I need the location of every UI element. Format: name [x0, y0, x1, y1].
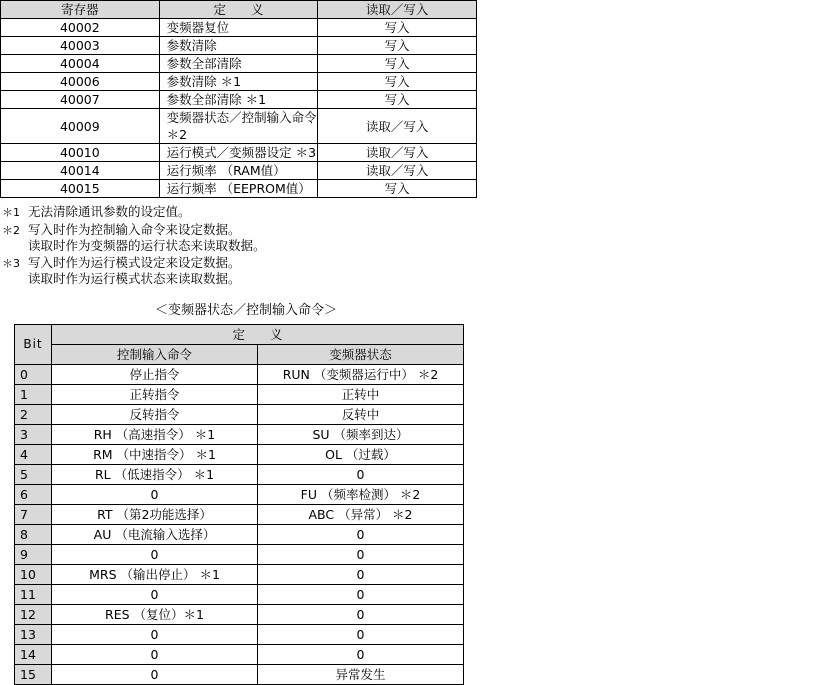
cell-command: RM （中速指令） ＊1 [52, 444, 258, 464]
column-header-bit [15, 324, 52, 364]
cell-command: 0 [52, 624, 258, 644]
table-row [15, 524, 464, 544]
table-row [1, 162, 477, 180]
table-row [1, 180, 477, 198]
cell-register: 40014 [1, 162, 160, 180]
footnote-text [28, 222, 819, 255]
table-row [1, 144, 477, 162]
cell-definition: 运行频率 （EEPROM值） [159, 180, 318, 198]
table-row [1, 37, 477, 55]
cell-definition: 参数清除 [159, 37, 318, 55]
footnotes [2, 204, 819, 288]
footnote-line: 写入时作为控制输入命令来设定数据。 [28, 221, 241, 237]
table-header-row [1, 1, 477, 19]
footnote-3 [2, 255, 819, 288]
cell-bit: 8 [15, 524, 52, 544]
cell-command: RH （高速指令） ＊1 [52, 424, 258, 444]
table-row [1, 19, 477, 37]
cell-command: AU （电流输入选择） [52, 524, 258, 544]
column-header-bit-label: Bit [23, 337, 43, 351]
column-header-definition: 定 义 [52, 324, 464, 344]
cell-readwrite: 读取／写入 [318, 144, 477, 162]
table-row [15, 484, 464, 504]
table-header-row-subcolumns [15, 344, 464, 364]
cell-readwrite: 写入 [318, 37, 477, 55]
cell-status: 0 [258, 464, 464, 484]
column-header-definition: 定 义 [159, 1, 318, 19]
cell-definition: 运行频率 （RAM值） [159, 162, 318, 180]
cell-register: 40007 [1, 91, 160, 109]
table-row [15, 584, 464, 604]
cell-command: RT （第2功能选择） [52, 504, 258, 524]
cell-register: 40009 [1, 109, 160, 144]
cell-command: 正转指令 [52, 384, 258, 404]
cell-bit: 12 [15, 604, 52, 624]
register-table [0, 0, 477, 198]
cell-status: FU （频率检测） ＊2 [258, 484, 464, 504]
cell-command: 0 [52, 484, 258, 504]
cell-bit: 4 [15, 444, 52, 464]
table-row [15, 664, 464, 684]
cell-register: 40003 [1, 37, 160, 55]
cell-definition: 变频器复位 [159, 19, 318, 37]
footnote-marker: ＊2 [2, 223, 20, 237]
table-row [15, 384, 464, 404]
cell-status: 0 [258, 544, 464, 564]
cell-command: 0 [52, 544, 258, 564]
footnote-text [28, 255, 819, 288]
cell-bit: 13 [15, 624, 52, 644]
table-row [1, 91, 477, 109]
cell-register: 40002 [1, 19, 160, 37]
cell-bit: 3 [15, 424, 52, 444]
table-row [15, 364, 464, 384]
table-row [15, 504, 464, 524]
column-header-control-command: 控制输入命令 [52, 344, 258, 364]
table-row [1, 109, 477, 144]
footnote-line: 读取时作为运行模式状态来读取数据。 [28, 271, 241, 286]
footnote-line: 无法清除通讯参数的设定值。 [28, 204, 191, 219]
cell-command: RL （低速指令） ＊1 [52, 464, 258, 484]
cell-status: 正转中 [258, 384, 464, 404]
footnote-line: 写入时作为运行模式设定来设定数据。 [28, 254, 241, 270]
cell-bit: 6 [15, 484, 52, 504]
cell-register: 40006 [1, 73, 160, 91]
footnote-marker: ＊3 [2, 256, 20, 270]
cell-command: 停止指令 [52, 364, 258, 384]
table-row [15, 544, 464, 564]
table-header-row-definition [15, 324, 464, 344]
cell-readwrite: 读取／写入 [318, 162, 477, 180]
cell-bit: 0 [15, 364, 52, 384]
cell-status: 0 [258, 644, 464, 664]
cell-bit: 11 [15, 584, 52, 604]
cell-definition: 变频器状态／控制输入命令 ＊2 [159, 109, 318, 144]
cell-status: ABC （异常） ＊2 [258, 504, 464, 524]
cell-bit: 9 [15, 544, 52, 564]
column-header-inverter-status: 变频器状态 [258, 344, 464, 364]
cell-readwrite: 写入 [318, 73, 477, 91]
register-table-body [1, 19, 477, 198]
cell-command: MRS （输出停止） ＊1 [52, 564, 258, 584]
cell-status: 0 [258, 624, 464, 644]
cell-status: 0 [258, 604, 464, 624]
cell-register: 40004 [1, 55, 160, 73]
cell-command: 0 [52, 644, 258, 664]
table-row [15, 564, 464, 584]
table-row [15, 464, 464, 484]
footnote-marker: ＊1 [2, 206, 20, 219]
table-row [15, 604, 464, 624]
cell-bit: 1 [15, 384, 52, 404]
bit-table-body [15, 364, 464, 684]
table-row [15, 444, 464, 464]
cell-status: SU （频率到达） [258, 424, 464, 444]
table-row [15, 644, 464, 664]
column-header-register: 寄存器 [1, 1, 160, 19]
cell-readwrite: 读取／写入 [318, 109, 477, 144]
cell-command: 反转指令 [52, 404, 258, 424]
cell-status: 异常发生 [258, 664, 464, 684]
cell-status: RUN （变频器运行中） ＊2 [258, 364, 464, 384]
column-header-readwrite: 读取／写入 [318, 1, 477, 19]
bit-definition-table [14, 324, 464, 685]
table-row [15, 624, 464, 644]
cell-register: 40010 [1, 144, 160, 162]
section-heading: ＜变频器状态／控制输入命令＞ [154, 302, 337, 318]
footnote-2 [2, 222, 819, 255]
cell-status: OL （过载） [258, 444, 464, 464]
cell-definition: 运行模式／变频器设定 ＊3 [159, 144, 318, 162]
cell-readwrite: 写入 [318, 91, 477, 109]
table-row [15, 424, 464, 444]
table-row [1, 73, 477, 91]
table-row [1, 55, 477, 73]
cell-definition: 参数清除 ＊1 [159, 73, 318, 91]
cell-command: RES （复位）＊1 [52, 604, 258, 624]
table-row [15, 404, 464, 424]
cell-command: 0 [52, 664, 258, 684]
cell-bit: 14 [15, 644, 52, 664]
footnote-line: 读取时作为变频器的运行状态来读取数据。 [28, 238, 266, 253]
cell-status: 0 [258, 584, 464, 604]
cell-bit: 2 [15, 404, 52, 424]
cell-bit: 15 [15, 664, 52, 684]
cell-readwrite: 写入 [318, 19, 477, 37]
cell-register: 40015 [1, 180, 160, 198]
cell-command: 0 [52, 584, 258, 604]
cell-status: 0 [258, 524, 464, 544]
cell-bit: 7 [15, 504, 52, 524]
footnote-1 [2, 204, 819, 222]
footnote-text [28, 204, 819, 221]
cell-readwrite: 写入 [318, 180, 477, 198]
cell-definition: 参数全部清除 ＊1 [159, 91, 318, 109]
cell-bit: 10 [15, 564, 52, 584]
cell-status: 0 [258, 564, 464, 584]
cell-readwrite: 写入 [318, 55, 477, 73]
cell-definition: 参数全部清除 [159, 55, 318, 73]
cell-bit: 5 [15, 464, 52, 484]
cell-status: 反转中 [258, 404, 464, 424]
